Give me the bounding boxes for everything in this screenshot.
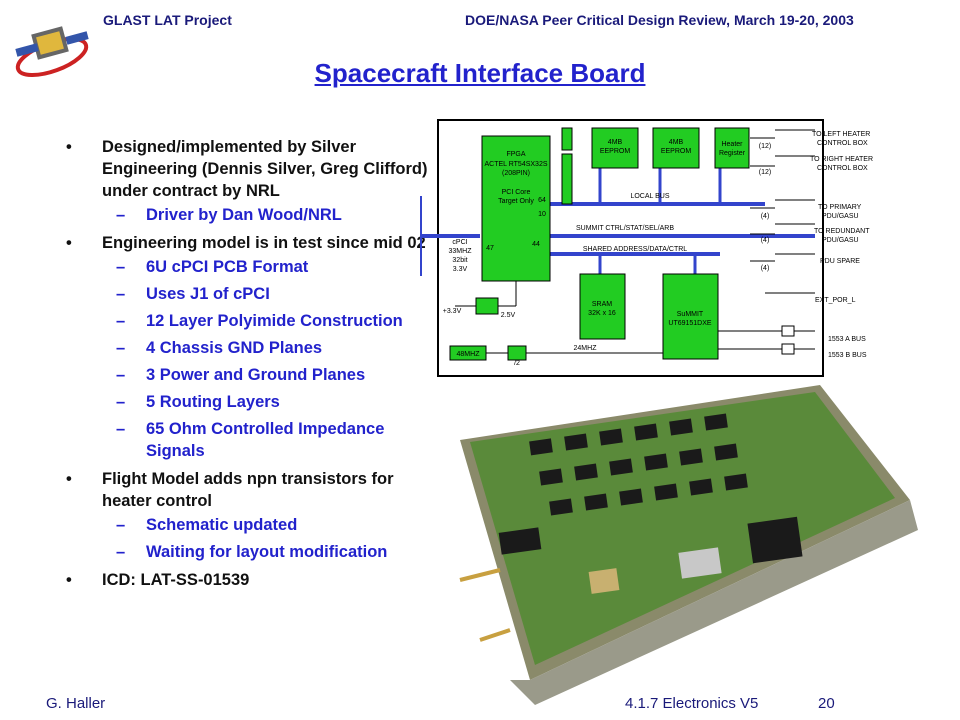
right-heater-label: TO RIGHT HEATER — [810, 156, 874, 163]
header-review: DOE/NASA Peer Critical Design Review, March 19-20, 2003 — [465, 12, 854, 28]
bullet-list — [60, 136, 430, 597]
bullet-text: ICD: LAT-SS-01539 — [102, 571, 250, 589]
divider-block — [508, 346, 526, 360]
sub-bullet: – 5 Routing Layers — [102, 391, 430, 413]
footer-author: G. Haller — [46, 695, 106, 712]
vin-label: +3.3V — [442, 308, 462, 315]
summit-label: UT69151DXE — [668, 320, 712, 327]
bullet-text: Flight Model adds npn transistors for heater control — [102, 470, 394, 510]
left-heater-label: TO LEFT HEATER — [812, 131, 871, 138]
sub-bullet: – 3 Power and Ground Planes — [102, 364, 430, 386]
footer-section: 4.1.7 Electronics V5 — [625, 695, 759, 712]
primary-label: TO PRIMARY — [818, 204, 862, 211]
fpga-label: ACTEL RT54SX32S — [484, 161, 548, 168]
eeprom-label: 4MB — [668, 139, 684, 146]
shared-bus-label: SHARED ADDRESS/DATA/CTRL — [582, 246, 688, 253]
eeprom-label: EEPROM — [599, 148, 631, 155]
bus-a-label: 1553 A BUS — [828, 336, 866, 343]
slide-title: Spacecraft Interface Board — [314, 58, 646, 88]
bullet-item — [60, 569, 430, 591]
summit-label: SuMMIT — [676, 311, 704, 318]
bullet-item — [60, 136, 430, 226]
fpga-label: (208PIN) — [501, 170, 531, 177]
count-label: (12) — [758, 169, 772, 176]
regulator-block — [476, 298, 498, 314]
fpga-label: PCI Core — [501, 189, 531, 196]
bullet-text: Designed/implemented by Silver Engineering (Dennis Silver, Greg Clifford) under contract by NRL — [102, 138, 428, 200]
heater-register-block — [715, 128, 749, 168]
pin-count-64: 64 — [538, 197, 546, 204]
count-label: (12) — [758, 143, 772, 150]
heater-label: Heater — [721, 141, 743, 148]
count-label: (4) — [760, 237, 770, 244]
count-label: (4) — [760, 265, 770, 272]
eeprom-label: EEPROM — [660, 148, 692, 155]
sram-label: SRAM — [591, 301, 613, 308]
pin-count-10: 10 — [538, 211, 546, 218]
eeprom-label: 4MB — [607, 139, 623, 146]
sub-bullet: – Driver by Dan Wood/NRL — [102, 204, 430, 226]
ext-por-label: EXT_POR_L — [815, 297, 856, 304]
board-photo — [440, 380, 960, 710]
header-project: GLAST LAT Project — [103, 12, 232, 28]
redundant-label: PDU/GASU — [822, 237, 859, 244]
bullet-text: Engineering model is in test since mid 02 — [102, 234, 426, 252]
left-heater-label: CONTROL BOX — [817, 140, 868, 147]
sub-bullet: – 65 Ohm Controlled Impedance Signals — [102, 418, 430, 462]
sub-bullet: – 4 Chassis GND Planes — [102, 337, 430, 359]
bullet-item — [60, 468, 430, 563]
small-block — [562, 154, 572, 204]
sub-bullet: – Waiting for layout modification — [102, 541, 430, 563]
primary-label: PDU/GASU — [822, 213, 859, 220]
sub-bullet: – 6U cPCI PCB Format — [102, 256, 430, 278]
summit-ctrl-label: SUMMIT CTRL/STAT/SEL/ARB — [575, 225, 675, 232]
pin-count-47: 47 — [486, 245, 494, 252]
sram-label: 32K x 16 — [588, 310, 616, 317]
sub-bullet: – Schematic updated — [102, 514, 430, 536]
right-heater-label: CONTROL BOX — [817, 165, 868, 172]
cpci-label: 3.3V — [452, 266, 468, 273]
bus-b-label: 1553 B BUS — [828, 352, 867, 359]
transformer-block — [782, 326, 794, 336]
count-label: (4) — [760, 213, 770, 220]
pin-count-44: 44 — [532, 241, 540, 248]
osc-label: 48MHZ — [456, 351, 480, 358]
redundant-label: TO REDUNDANT — [814, 228, 870, 235]
cpci-label: 33MHZ — [448, 248, 472, 255]
pdu-spare-label: PDU SPARE — [820, 258, 860, 265]
sub-bullet: – 12 Layer Polyimide Construction — [102, 310, 430, 332]
transformer-block — [782, 344, 794, 354]
div-label: /2 — [514, 360, 520, 367]
bullet-item — [60, 232, 430, 462]
block-diagram — [420, 116, 890, 386]
vout-label: 2.5V — [500, 312, 516, 319]
cpci-label: cPCI — [452, 239, 468, 246]
small-block — [562, 128, 572, 150]
fpga-label: Target Only — [498, 198, 534, 205]
heater-label: Register — [718, 150, 746, 157]
clk-label: 24MHZ — [573, 345, 597, 352]
cpci-label: 32bit — [452, 257, 468, 264]
sub-bullet: – Uses J1 of cPCI — [102, 283, 430, 305]
local-bus-label: LOCAL BUS — [630, 193, 670, 200]
fpga-label: FPGA — [506, 151, 526, 158]
page-number: 20 — [818, 695, 835, 712]
